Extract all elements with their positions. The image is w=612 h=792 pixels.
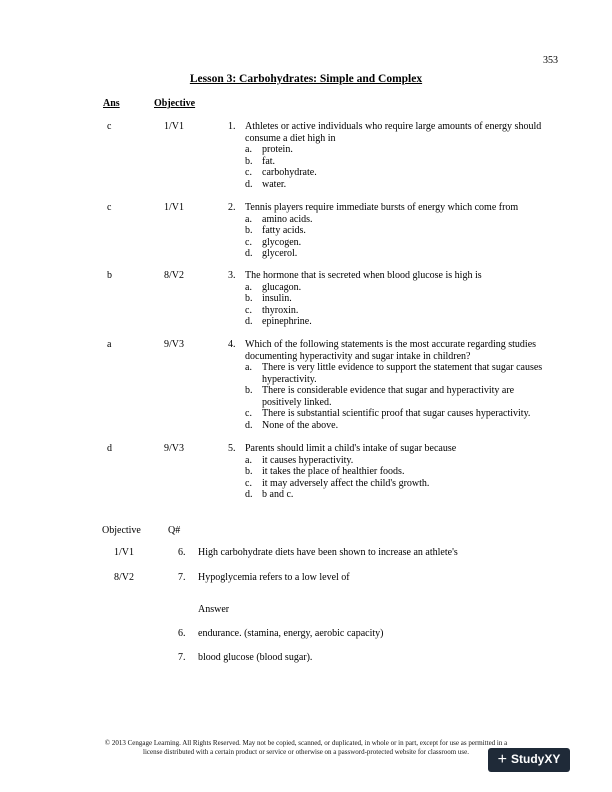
question-stem: Parents should limit a child's intake of sugar because	[245, 443, 457, 454]
question-answer: c	[107, 121, 112, 132]
answer-text: endurance. (stamina, energy, aerobic capacity)	[198, 628, 384, 639]
question-objective: 1/V1	[164, 121, 184, 132]
answer-number: 7.	[178, 652, 186, 663]
question-objective: 8/V2	[114, 572, 134, 583]
option: a. amino acids.	[245, 213, 313, 225]
question-objective: 8/V2	[164, 270, 184, 281]
option: a. There is very little evidence to support the statement that sugar causes hyperactivity.	[245, 362, 543, 385]
answer-section-label: Answer	[198, 604, 230, 615]
question-stem: Athletes or active individuals who require large amounts of energy should consume a diet high in	[245, 121, 542, 144]
option: a. protein.	[245, 144, 293, 155]
studyxy-logo[interactable]	[488, 748, 570, 772]
option: d. glycerol.	[245, 248, 298, 259]
question-answer: b	[107, 270, 112, 281]
option: c. thyroxin.	[245, 304, 299, 316]
question-objective: 9/V3	[164, 339, 184, 350]
option: d. water.	[245, 178, 287, 190]
question-stem: Tennis players require immediate bursts of energy which come from	[245, 202, 519, 213]
question-stem: Which of the following statements is the most accurate regarding studies documenting hyperactivity and sugar intake in children?	[245, 339, 537, 362]
question-number: 5.	[228, 443, 236, 454]
question-number: 4.	[228, 339, 236, 350]
question-objective: 1/V1	[164, 202, 184, 213]
question-objective: 1/V1	[114, 547, 134, 558]
option: b. fat.	[245, 155, 276, 167]
logo-text: StudyXY	[511, 752, 561, 767]
question-number: 3.	[228, 270, 236, 281]
short-answer-qnum-header: Q#	[168, 525, 181, 536]
question-answer: d	[107, 443, 112, 454]
option: a. glucagon.	[245, 281, 302, 293]
option: d. b and c.	[245, 489, 294, 500]
question-objective: 9/V3	[164, 443, 184, 454]
answer-column-header: Ans	[103, 98, 120, 109]
question-number: 1.	[228, 121, 236, 132]
option: d. epinephrine.	[245, 316, 312, 327]
option: b. fatty acids.	[245, 225, 306, 236]
question-number: 2.	[228, 202, 236, 213]
question-stem: Hypoglycemia refers to a low level of	[198, 572, 350, 583]
question-answer: a	[107, 339, 112, 350]
option: d. None of the above.	[245, 419, 339, 431]
page-number: 353	[543, 55, 558, 66]
footer-line-1: © 2013 Cengage Learning. All Rights Reserved. May not be copied, scanned, or duplicated, in whole or in part, except for use as permitted in a	[104, 739, 508, 747]
footer-line-2: license distributed with a certain product or service or otherwise on a password-protected website for classroom use.	[143, 748, 469, 756]
option: c. carbohydrate.	[245, 167, 317, 178]
option: c. glycogen.	[245, 236, 302, 248]
option: a. it causes hyperactivity.	[245, 454, 354, 466]
question-number: 7.	[178, 572, 186, 583]
objective-column-header: Objective	[154, 98, 196, 109]
answer-text: blood glucose (blood sugar).	[198, 652, 313, 663]
option: b. insulin.	[245, 293, 292, 304]
short-answer-objective-header: Objective	[102, 525, 141, 536]
page-title: Lesson 3: Carbohydrates: Simple and Complex	[189, 73, 423, 85]
option: b. it takes the place of healthier foods.	[245, 466, 405, 477]
question-stem: The hormone that is secreted when blood glucose is high is	[245, 270, 482, 281]
option: c. There is substantial scientific proof that sugar causes hyperactivity.	[245, 408, 531, 419]
plus-icon: +	[497, 751, 507, 769]
option: b. There is considerable evidence that sugar and hyperactivity are positively linked.	[245, 385, 515, 408]
question-stem: High carbohydrate diets have been shown to increase an athlete's	[198, 547, 458, 558]
question-answer: c	[107, 202, 112, 213]
question-number: 6.	[178, 547, 186, 558]
answer-number: 6.	[178, 628, 186, 639]
option: c. it may adversely affect the child's growth.	[245, 477, 430, 489]
